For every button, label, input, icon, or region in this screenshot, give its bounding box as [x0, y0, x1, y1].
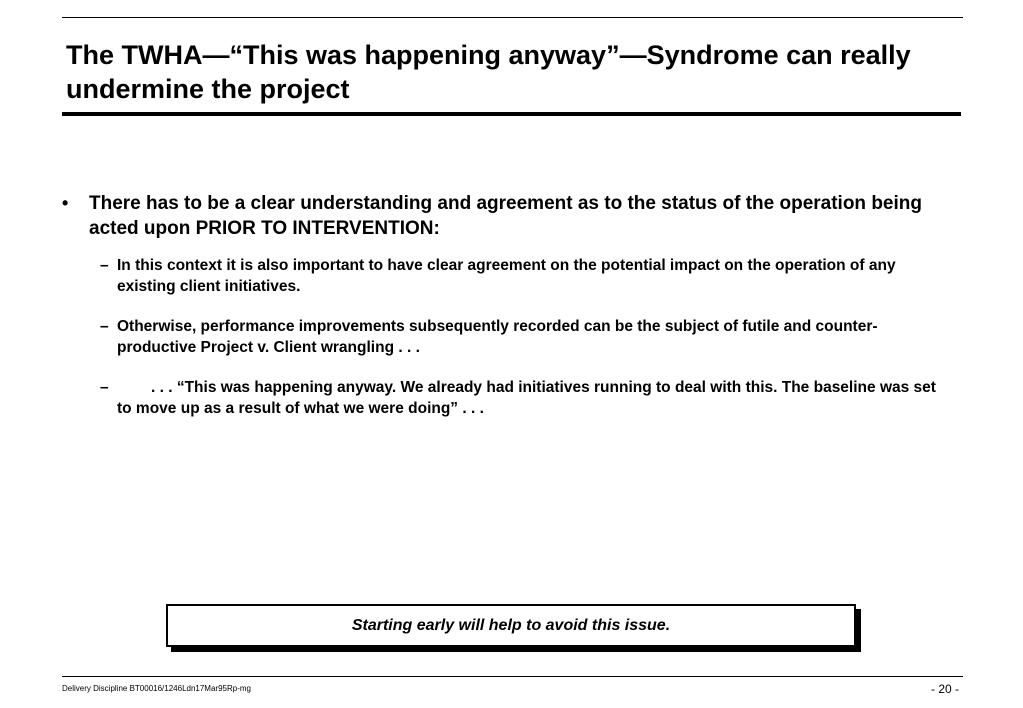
- sub-bullet-1: [62, 255, 952, 297]
- sub-bullet-2: [62, 316, 952, 358]
- sub-bullet-text: In this context it is also important to have clear agreement on the potential impact on the operation of any existing client initiatives.: [117, 257, 896, 295]
- dash-marker: –: [100, 318, 109, 335]
- main-bullet-text: There has to be a clear understanding and agreement as to the status of the operation being acted upon PRIOR TO INTERVENTION:: [89, 193, 922, 239]
- dash-marker: –: [100, 257, 109, 274]
- bullet-marker: •: [62, 193, 69, 213]
- slide-content: [62, 191, 952, 438]
- slide-title: The TWHA—“This was happening anyway”—Syndrome can really undermine the project: [66, 40, 911, 104]
- callout-text: Starting early will help to avoid this issue.: [351, 616, 671, 634]
- top-rule: [62, 17, 963, 18]
- footer-rule: [62, 676, 963, 677]
- sub-bullet-3: [62, 377, 952, 419]
- page-number: - 20 -: [930, 682, 959, 696]
- title-underline: [62, 112, 961, 116]
- dash-marker: –: [100, 379, 109, 396]
- main-bullet: [62, 191, 952, 241]
- footer-reference: Delivery Discipline BT00016/1246Ldn17Mar95Rp-mg: [62, 684, 251, 693]
- sub-bullet-text: . . . “This was happening anyway. We already had initiatives running to deal with this. The baseline was set to move up as a result of what we were doing” . . .: [117, 379, 936, 417]
- sub-bullet-text: Otherwise, performance improvements subsequently recorded can be the subject of futile and counter-productive Project v. Client wrangling . . .: [117, 318, 878, 356]
- callout-box: [166, 604, 856, 647]
